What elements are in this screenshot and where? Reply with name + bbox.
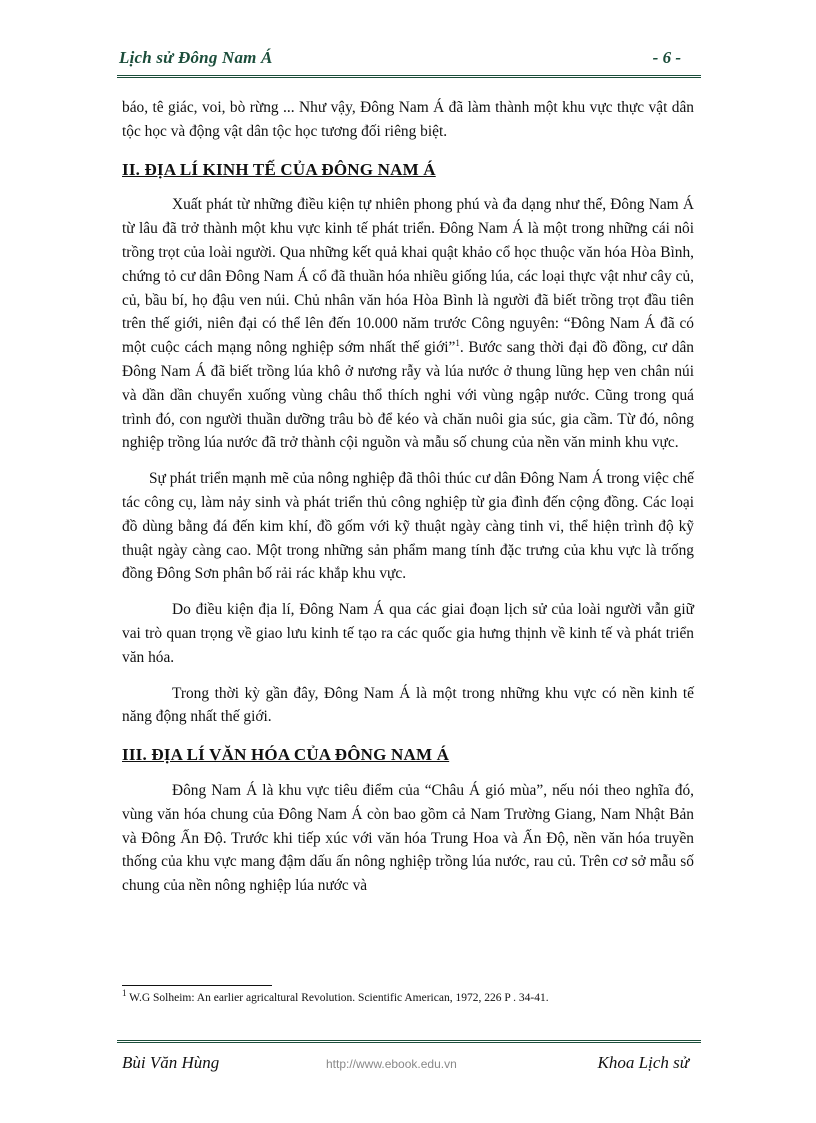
paragraph-modern-economy: Trong thời kỳ gần đây, Đông Nam Á là một trong những khu vực có nền kinh tế năng động nhất thế giới. [122,684,694,726]
footnote-text: W.G Solheim: An earlier agricaltural Revolution. Scientific American, 1972, 226 P . 34-41. [126,992,549,1004]
footer-url-link[interactable]: http://www.ebook.edu.vn [326,1057,457,1071]
section-heading-cultural-geography: III. ĐỊA LÍ VĂN HÓA CỦA ĐÔNG NAM Á [122,745,450,765]
paragraph-handicrafts: Sự phát triển mạnh mẽ của nông nghiệp đã thôi thúc cư dân Đông Nam Á trong việc chế tác công cụ, làm nảy sinh và phát triển thủ công nghiệp từ gia đình đến cộng đồng. Các loại đồ dùng bằng đá đến kim khí, đồ gốm với kỹ thuật ngày càng tinh vi, thể hiện trình độ kỹ thuật ngày càng cao. Một trong những sản phẩm mang tính đặc trưng của khu vực là trống đồng Đông Sơn phân bố rải rác khắp khu vực. [122,470,694,583]
paragraph-monsoon-asia: Đông Nam Á là khu vực tiêu điểm của “Châu Á gió mùa”, nếu nói theo nghĩa đó, vùng văn hóa chung của Đông Nam Á còn bao gồm cả Nam Trường Giang, Nam Nhật Bản và Đông Ấn Độ. Trước khi tiếp xúc với văn hóa Trung Hoa và Ấn Độ, nền văn hóa truyền thống của khu vực mang đậm dấu ấn nông nghiệp trồng lúa nước, rau củ. Trên cơ sở mẫu số chung của nền nông nghiệp lúa nước và [122,781,694,895]
section-heading-economic-geography: II. ĐỊA LÍ KINH TẾ CỦA ĐÔNG NAM Á [122,159,436,179]
page-header [117,48,701,72]
footnote-marker: 1 [122,988,127,999]
paragraph-text: . Bước sang thời đại đồ đồng, cư dân Đông Nam Á đã biết trồng lúa khô ở nương rẫy và lúa nước ở thung lũng hẹp ven chân núi và dần dần chuyển xuống vùng châu thổ thích nghi với vùng ngập nước. Cũng trong quá trình đó, con người thuần dưỡng trâu bò để kéo và chăn nuôi gia súc, gia cầm. Từ đó, nông nghiệp trồng lúa nước đã trở thành cội nguồn và mẫu số chung của nền văn minh khu vực. [122,339,694,452]
paragraph-economic-development [122,193,694,455]
page-content [122,96,694,898]
page-number: - 6 - [652,48,681,67]
header-rule [117,75,701,78]
footer-author: Bùi Văn Hùng [122,1053,220,1072]
footnote [122,988,694,1006]
paragraph-trade-role: Do điều kiện địa lí, Đông Nam Á qua các giai đoạn lịch sử của loài người vẫn giữ vai trò quan trọng về giao lưu kinh tế tạo ra các quốc gia hưng thịnh về kinh tế và phát triển văn hóa. [122,601,694,666]
footer-rule [117,1040,701,1043]
footnote-reference[interactable]: 1 [455,338,460,349]
paragraph-text: Xuất phát từ những điều kiện tự nhiên phong phú và đa dạng như thế, Đông Nam Á từ lâu đã trở thành một khu vực kinh tế phát triển. Đông Nam Á là một trong những cái nôi trồng trọt của loài người. Qua những kết quả khai quật khảo cổ học thuộc văn hóa Hòa Bình, chứng tỏ cư dân Đông Nam Á cổ đã thuần hóa nhiều giống lúa, các loại thực vật như cây củ, củ, bầu bí, họ đậu ven núi. Chủ nhân văn hóa Hòa Bình là người đã biết trồng trọt đầu tiên trên thế giới, niên đại có thể lên đến 10.000 năm trước Công nguyên: “Đông Nam Á đã có một cuộc cách mạng nông nghiệp sớm nhất thế giới” [122,196,694,357]
paragraph-continued: báo, tê giác, voi, bò rừng ... Như vậy, Đông Nam Á đã làm thành một khu vực thực vật dân tộc học và động vật dân tộc học tương đối riêng biệt. [122,99,694,140]
footer-department: Khoa Lịch sử [597,1053,689,1072]
document-title: Lịch sử Đông Nam Á [119,48,273,67]
footnote-separator [122,985,272,986]
